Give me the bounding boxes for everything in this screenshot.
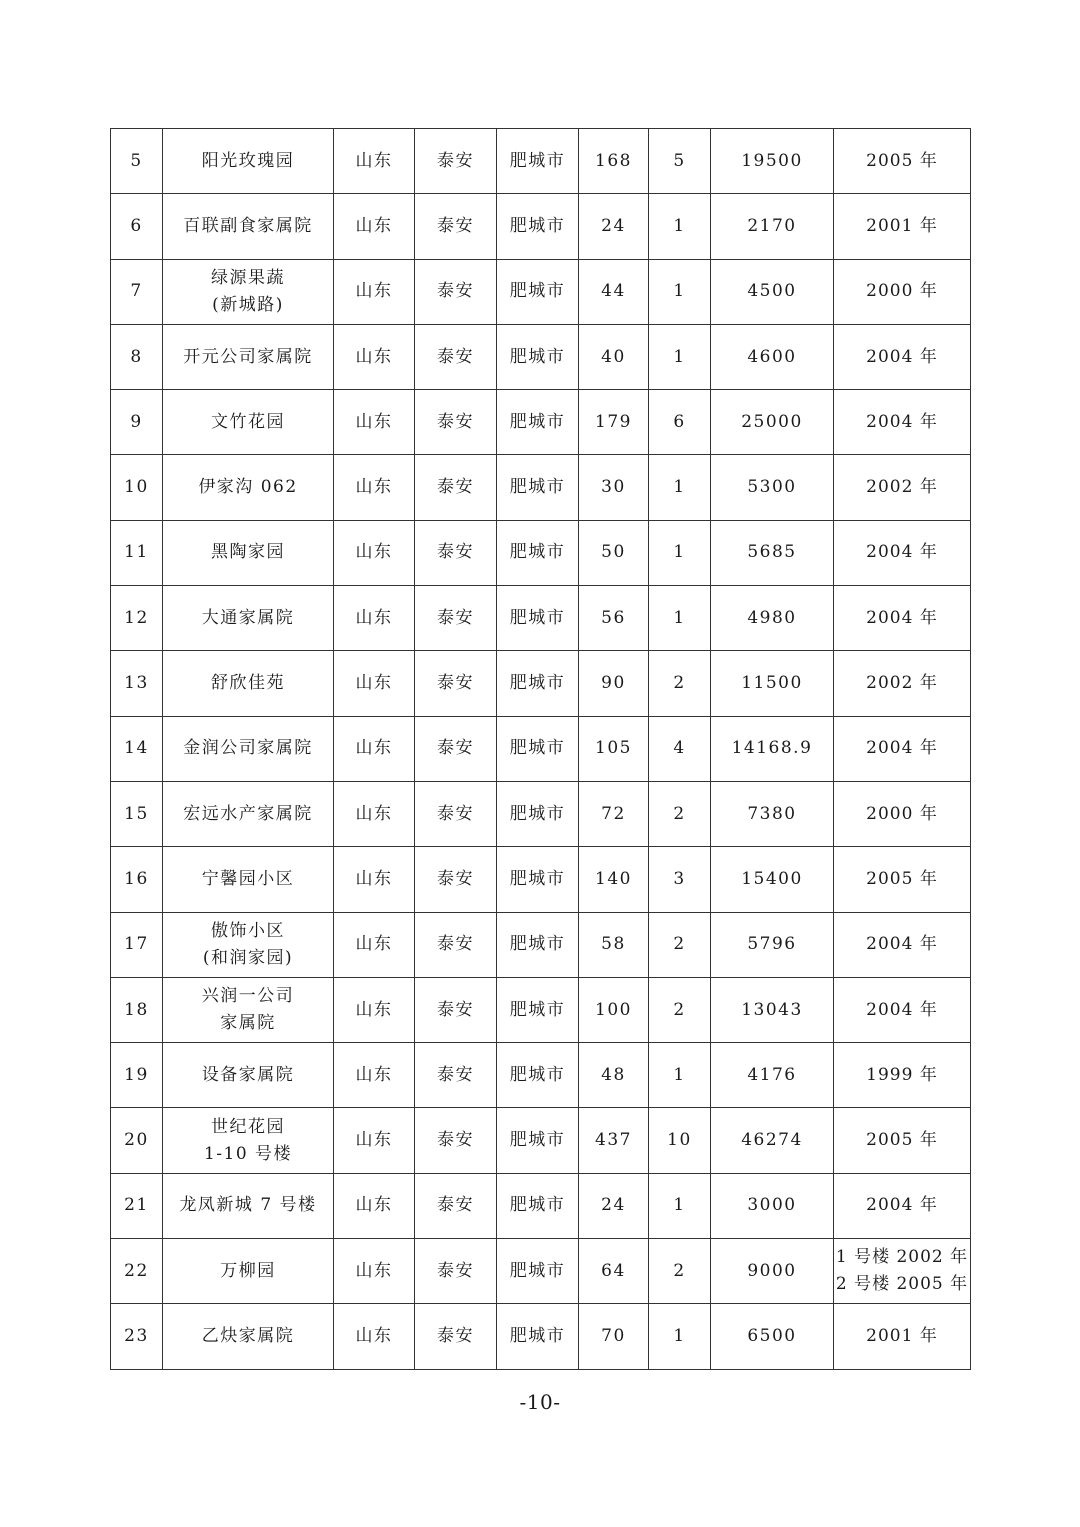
province-cell: 山东 — [334, 781, 415, 846]
year-line: 2002 年 — [866, 673, 938, 694]
compound-name-cell — [163, 651, 334, 716]
buildings-cell: 3 — [649, 847, 711, 912]
county-cell: 肥城市 — [497, 1173, 579, 1238]
compound-name-line: 世纪花园 — [211, 1116, 285, 1137]
compound-name-line: 兴润一公司 — [201, 986, 295, 1006]
households-cell: 24 — [579, 194, 649, 259]
year-cell — [834, 390, 971, 455]
area-cell: 9000 — [711, 1239, 834, 1304]
county-cell: 肥城市 — [497, 520, 579, 585]
area-cell: 5685 — [711, 520, 834, 585]
compound-name-cell — [163, 1304, 334, 1369]
county-cell: 肥城市 — [497, 716, 579, 781]
province-cell: 山东 — [334, 977, 415, 1042]
households-cell: 90 — [579, 651, 649, 716]
area-cell: 4500 — [711, 259, 834, 324]
compound-name-line: 1-10 号楼 — [203, 1143, 293, 1164]
year-line: 2005 年 — [866, 868, 938, 889]
year-line: 2004 年 — [866, 346, 938, 367]
compound-name-cell — [163, 847, 334, 912]
year-line: 1 号楼 2002 年 — [835, 1247, 969, 1268]
buildings-cell: 5 — [649, 129, 711, 194]
year-cell — [834, 1108, 971, 1173]
compound-name-cell — [163, 977, 334, 1042]
area-cell: 11500 — [711, 651, 834, 716]
table-row — [111, 1304, 971, 1369]
compound-name-cell — [163, 716, 334, 781]
county-cell: 肥城市 — [497, 651, 579, 716]
year-cell — [834, 324, 971, 389]
row-number-cell: 7 — [111, 259, 163, 324]
households-cell: 24 — [579, 1173, 649, 1238]
area-cell: 5300 — [711, 455, 834, 520]
compound-name-cell — [163, 390, 334, 455]
city-cell: 泰安 — [415, 194, 497, 259]
city-cell: 泰安 — [415, 520, 497, 585]
row-number-cell: 11 — [111, 520, 163, 585]
area-cell: 6500 — [711, 1304, 834, 1369]
row-number-cell: 17 — [111, 912, 163, 977]
province-cell: 山东 — [334, 716, 415, 781]
compound-name-line: 设备家属院 — [201, 1064, 295, 1085]
households-cell: 179 — [579, 390, 649, 455]
county-cell: 肥城市 — [497, 129, 579, 194]
province-cell: 山东 — [334, 651, 415, 716]
compound-name-cell — [163, 1173, 334, 1238]
households-cell: 48 — [579, 1043, 649, 1108]
year-line: 2001 年 — [866, 1325, 938, 1346]
document-table-container — [110, 128, 970, 1370]
table-row — [111, 455, 971, 520]
compound-name-cell — [163, 324, 334, 389]
area-cell: 2170 — [711, 194, 834, 259]
table-row — [111, 520, 971, 585]
table-row — [111, 259, 971, 324]
county-cell: 肥城市 — [497, 390, 579, 455]
year-cell — [834, 847, 971, 912]
county-cell: 肥城市 — [497, 977, 579, 1042]
year-line: 2 号楼 2005 年 — [835, 1274, 969, 1295]
year-cell — [834, 586, 971, 651]
compound-name-line: 万柳园 — [220, 1260, 276, 1281]
row-number-cell: 13 — [111, 651, 163, 716]
buildings-cell: 1 — [649, 1304, 711, 1369]
row-number-cell: 23 — [111, 1304, 163, 1369]
province-cell: 山东 — [334, 1239, 415, 1304]
province-cell: 山东 — [334, 847, 415, 912]
province-cell: 山东 — [334, 259, 415, 324]
compound-name-line: 百联副食家属院 — [183, 215, 313, 236]
compound-name-cell — [163, 781, 334, 846]
row-number-cell: 20 — [111, 1108, 163, 1173]
row-number-cell: 12 — [111, 586, 163, 651]
buildings-cell: 1 — [649, 324, 711, 389]
area-cell: 46274 — [711, 1108, 834, 1173]
year-line: 2004 年 — [866, 934, 938, 955]
year-cell — [834, 977, 971, 1042]
year-cell — [834, 781, 971, 846]
table-row — [111, 1043, 971, 1108]
compound-name-cell — [163, 129, 334, 194]
city-cell: 泰安 — [415, 1239, 497, 1304]
county-cell: 肥城市 — [497, 1043, 579, 1108]
compound-name-line: 舒欣佳苑 — [211, 673, 285, 694]
households-cell: 168 — [579, 129, 649, 194]
year-cell — [834, 1304, 971, 1369]
compound-name-cell — [163, 194, 334, 259]
province-cell: 山东 — [334, 129, 415, 194]
compound-name-line: 乙炔家属院 — [201, 1325, 295, 1346]
province-cell: 山东 — [334, 194, 415, 259]
households-cell: 58 — [579, 912, 649, 977]
households-cell: 70 — [579, 1304, 649, 1369]
year-line: 2004 年 — [866, 738, 938, 759]
row-number-cell: 16 — [111, 847, 163, 912]
year-line: 2004 年 — [866, 411, 938, 432]
table-row — [111, 912, 971, 977]
year-line: 2001 年 — [866, 215, 938, 236]
year-line: 2000 年 — [866, 281, 938, 302]
year-cell — [834, 194, 971, 259]
compound-name-line: 大通家属院 — [201, 607, 295, 628]
year-line: 2004 年 — [866, 542, 938, 563]
city-cell: 泰安 — [415, 129, 497, 194]
province-cell: 山东 — [334, 455, 415, 520]
city-cell: 泰安 — [415, 716, 497, 781]
households-cell: 100 — [579, 977, 649, 1042]
year-line: 2005 年 — [866, 1130, 938, 1151]
buildings-cell: 2 — [649, 912, 711, 977]
area-cell: 4980 — [711, 586, 834, 651]
compound-name-cell — [163, 1043, 334, 1108]
province-cell: 山东 — [334, 1173, 415, 1238]
row-number-cell: 6 — [111, 194, 163, 259]
province-cell: 山东 — [334, 1108, 415, 1173]
households-cell: 30 — [579, 455, 649, 520]
buildings-cell: 4 — [649, 716, 711, 781]
area-cell: 4176 — [711, 1043, 834, 1108]
buildings-cell: 1 — [649, 194, 711, 259]
buildings-cell: 6 — [649, 390, 711, 455]
row-number-cell: 10 — [111, 455, 163, 520]
city-cell: 泰安 — [415, 390, 497, 455]
compound-name-line: 阳光玫瑰园 — [201, 150, 295, 171]
province-cell: 山东 — [334, 586, 415, 651]
year-cell — [834, 259, 971, 324]
county-cell: 肥城市 — [497, 1304, 579, 1369]
city-cell: 泰安 — [415, 912, 497, 977]
county-cell: 肥城市 — [497, 586, 579, 651]
year-cell — [834, 912, 971, 977]
compound-name-line: 开元公司家属院 — [183, 346, 313, 367]
year-cell — [834, 520, 971, 585]
buildings-cell: 1 — [649, 455, 711, 520]
county-cell: 肥城市 — [497, 324, 579, 389]
area-cell: 15400 — [711, 847, 834, 912]
row-number-cell: 9 — [111, 390, 163, 455]
province-cell: 山东 — [334, 912, 415, 977]
province-cell: 山东 — [334, 390, 415, 455]
area-cell: 13043 — [711, 977, 834, 1042]
year-line: 2005 年 — [866, 150, 938, 171]
table-row — [111, 781, 971, 846]
households-cell: 64 — [579, 1239, 649, 1304]
table-row — [111, 716, 971, 781]
compound-name-line: 文竹花园 — [211, 411, 285, 432]
area-cell: 5796 — [711, 912, 834, 977]
compound-name-cell — [163, 455, 334, 520]
compound-name-cell — [163, 259, 334, 324]
year-line: 2004 年 — [866, 607, 938, 628]
city-cell: 泰安 — [415, 324, 497, 389]
buildings-cell: 1 — [649, 1173, 711, 1238]
compound-name-cell — [163, 1239, 334, 1304]
compound-name-line: 宏远水产家属院 — [183, 803, 313, 824]
compound-name-cell — [163, 912, 334, 977]
households-cell: 140 — [579, 847, 649, 912]
table-body — [111, 129, 971, 1370]
city-cell: 泰安 — [415, 1304, 497, 1369]
province-cell: 山东 — [334, 520, 415, 585]
compound-name-line: 家属院 — [220, 1013, 276, 1033]
buildings-cell: 1 — [649, 520, 711, 585]
households-cell: 40 — [579, 324, 649, 389]
county-cell: 肥城市 — [497, 194, 579, 259]
year-cell — [834, 129, 971, 194]
row-number-cell: 18 — [111, 977, 163, 1042]
city-cell: 泰安 — [415, 259, 497, 324]
row-number-cell: 15 — [111, 781, 163, 846]
city-cell: 泰安 — [415, 1173, 497, 1238]
compound-name-line: 傲饰小区 — [211, 920, 285, 941]
buildings-cell: 1 — [649, 586, 711, 651]
year-cell — [834, 1173, 971, 1238]
county-cell: 肥城市 — [497, 455, 579, 520]
county-cell: 肥城市 — [497, 1108, 579, 1173]
area-cell: 3000 — [711, 1173, 834, 1238]
row-number-cell: 22 — [111, 1239, 163, 1304]
city-cell: 泰安 — [415, 1108, 497, 1173]
area-cell: 19500 — [711, 129, 834, 194]
city-cell: 泰安 — [415, 1043, 497, 1108]
compound-name-line: 龙凤新城 7 号楼 — [179, 1195, 317, 1216]
city-cell: 泰安 — [415, 455, 497, 520]
county-cell: 肥城市 — [497, 847, 579, 912]
table-row — [111, 194, 971, 259]
residential-compound-table — [110, 128, 971, 1370]
table-row — [111, 1108, 971, 1173]
households-cell: 72 — [579, 781, 649, 846]
year-cell — [834, 1043, 971, 1108]
buildings-cell: 1 — [649, 1043, 711, 1108]
compound-name-line: 宁馨园小区 — [201, 868, 295, 889]
city-cell: 泰安 — [415, 847, 497, 912]
area-cell: 25000 — [711, 390, 834, 455]
province-cell: 山东 — [334, 1304, 415, 1369]
year-cell — [834, 716, 971, 781]
row-number-cell: 8 — [111, 324, 163, 389]
compound-name-line: (和润家园) — [202, 947, 294, 968]
households-cell: 105 — [579, 716, 649, 781]
compound-name-line: 金润公司家属院 — [183, 738, 313, 759]
year-line: 2004 年 — [866, 1195, 938, 1216]
table-row — [111, 586, 971, 651]
compound-name-line: 黑陶家园 — [211, 542, 285, 563]
compound-name-line: 绿源果蔬 — [211, 267, 285, 288]
households-cell: 56 — [579, 586, 649, 651]
city-cell: 泰安 — [415, 977, 497, 1042]
buildings-cell: 2 — [649, 977, 711, 1042]
buildings-cell: 2 — [649, 781, 711, 846]
table-row — [111, 1239, 971, 1304]
page-number: -10- — [519, 1390, 561, 1414]
table-row — [111, 651, 971, 716]
county-cell: 肥城市 — [497, 912, 579, 977]
buildings-cell: 1 — [649, 259, 711, 324]
buildings-cell: 2 — [649, 1239, 711, 1304]
area-cell: 4600 — [711, 324, 834, 389]
row-number-cell: 19 — [111, 1043, 163, 1108]
compound-name-line: (新城路) — [212, 294, 284, 315]
buildings-cell: 10 — [649, 1108, 711, 1173]
compound-name-cell — [163, 586, 334, 651]
year-cell — [834, 455, 971, 520]
year-line: 2000 年 — [866, 803, 938, 824]
compound-name-cell — [163, 1108, 334, 1173]
county-cell: 肥城市 — [497, 259, 579, 324]
table-row — [111, 390, 971, 455]
city-cell: 泰安 — [415, 651, 497, 716]
households-cell: 44 — [579, 259, 649, 324]
buildings-cell: 2 — [649, 651, 711, 716]
table-row — [111, 129, 971, 194]
city-cell: 泰安 — [415, 781, 497, 846]
row-number-cell: 21 — [111, 1173, 163, 1238]
row-number-cell: 5 — [111, 129, 163, 194]
province-cell: 山东 — [334, 324, 415, 389]
households-cell: 437 — [579, 1108, 649, 1173]
year-line: 1999 年 — [866, 1064, 938, 1085]
row-number-cell: 14 — [111, 716, 163, 781]
compound-name-cell — [163, 520, 334, 585]
table-row — [111, 977, 971, 1042]
table-row — [111, 847, 971, 912]
year-cell — [834, 1239, 971, 1304]
area-cell: 7380 — [711, 781, 834, 846]
households-cell: 50 — [579, 520, 649, 585]
province-cell: 山东 — [334, 1043, 415, 1108]
table-row — [111, 324, 971, 389]
city-cell: 泰安 — [415, 586, 497, 651]
compound-name-line: 伊家沟 062 — [198, 477, 298, 498]
table-row — [111, 1173, 971, 1238]
year-line: 2002 年 — [866, 477, 938, 498]
county-cell: 肥城市 — [497, 781, 579, 846]
county-cell: 肥城市 — [497, 1239, 579, 1304]
area-cell: 14168.9 — [711, 716, 834, 781]
year-cell — [834, 651, 971, 716]
year-line: 2004 年 — [866, 999, 938, 1020]
